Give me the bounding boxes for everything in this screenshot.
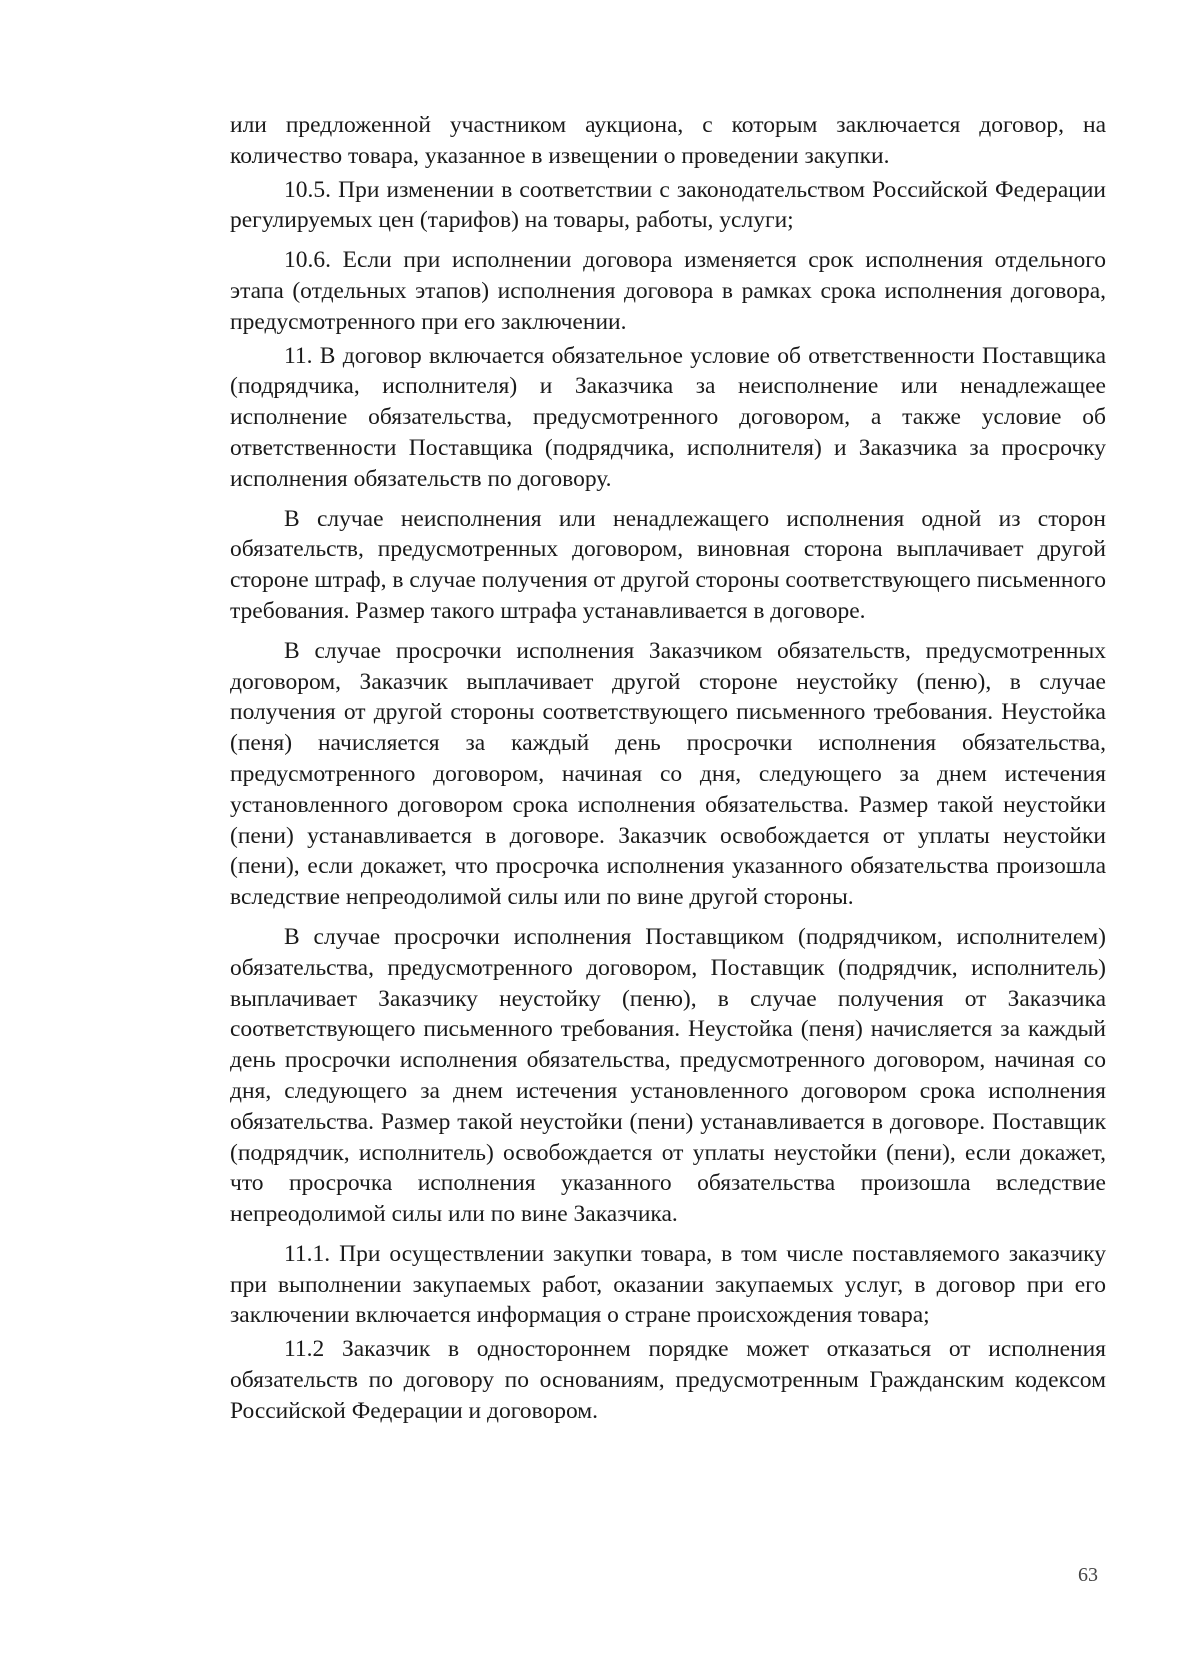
paragraph-10-6: 10.6. Если при исполнении договора изменяется срок исполнения отдельного этапа (отдельных этапов) исполнения договора в рамках срока исполнения договора, предусмотренного при его заключении. — [230, 247, 1106, 335]
paragraph-11-1: 11.1. При осуществлении закупки товара, в том числе поставляемого заказчику при выполнении закупаемых работ, оказании закупаемых услуг, в договор при его заключении включается информация о стране происхождения товара; — [230, 1240, 1106, 1329]
paragraph-continuation: или предложенной участником аукциона, с которым заключается договор, на количество товара, указанное в извещении о проведении закупки. — [230, 112, 1106, 169]
paragraph-11-2: 11.2 Заказчик в одностороннем порядке может отказаться от исполнения обязательств по договору по основаниям, предусмотренным Гражданским кодексом Российской Федерации и договором. — [230, 1336, 1106, 1424]
paragraph-10-5: 10.5. При изменении в соответствии с законодательством Российской Федерации регулируемых цен (тарифов) на товары, работы, услуги; — [230, 176, 1106, 234]
document-body — [230, 110, 1106, 1427]
paragraph-11: 11. В договор включается обязательное условие об ответственности Поставщика (подрядчика, исполнителя) и Заказчика за неисполнение или ненадлежащее исполнение обязательства, предусмотренного договором, а также условие об ответственности Поставщика (подрядчика, исполнителя) и Заказчика за просрочку исполнения обязательств по договору. — [230, 342, 1106, 492]
paragraph-supplier-delay: В случае просрочки исполнения Поставщиком (подрядчиком, исполнителем) обязательства, предусмотренного договором, Поставщик (подрядчик, исполнитель) выплачивает Заказчику неустойку (пеню), в случае получения от Заказчика соответствующего письменного требования. Неустойка (пеня) начисляется за каждый день просрочки исполнения обязательства, предусмотренного договором, начиная со дня, следующего за днем истечения установленного договором срока исполнения обязательства. Размер такой неустойки (пени) устанавливается в договоре. Поставщик (подрядчик, исполнитель) освобождается от уплаты неустойки (пени), если докажет, что просрочка исполнения указанного обязательства произошла вследствие непреодолимой силы или по вине Заказчика. — [230, 923, 1106, 1228]
page-number: 63 — [1078, 1564, 1098, 1586]
paragraph-fine: В случае неисполнения или ненадлежащего исполнения одной из сторон обязательств, предусмотренных договором, виновная сторона выплачивает другой стороне штраф, в случае получения от другой стороны соответствующего письменного требования. Размер такого штрафа устанавливается в договоре. — [230, 505, 1106, 624]
paragraph-customer-delay: В случае просрочки исполнения Заказчиком обязательств, предусмотренных договором, Заказчик выплачивает другой стороне неустойку (пеню), в случае получения от другой стороны соответствующего письменного требования. Неустойка (пеня) начисляется за каждый день просрочки исполнения обязательства, предусмотренного договором, начиная со дня, следующего за днем истечения установленного договором срока исполнения обязательства. Размер такой неустойки (пени) устанавливается в договоре. Заказчик освобождается от уплаты неустойки (пени), если докажет, что просрочка исполнения указанного обязательства произошла вследствие непреодолимой силы или по вине другой стороны. — [230, 637, 1106, 911]
